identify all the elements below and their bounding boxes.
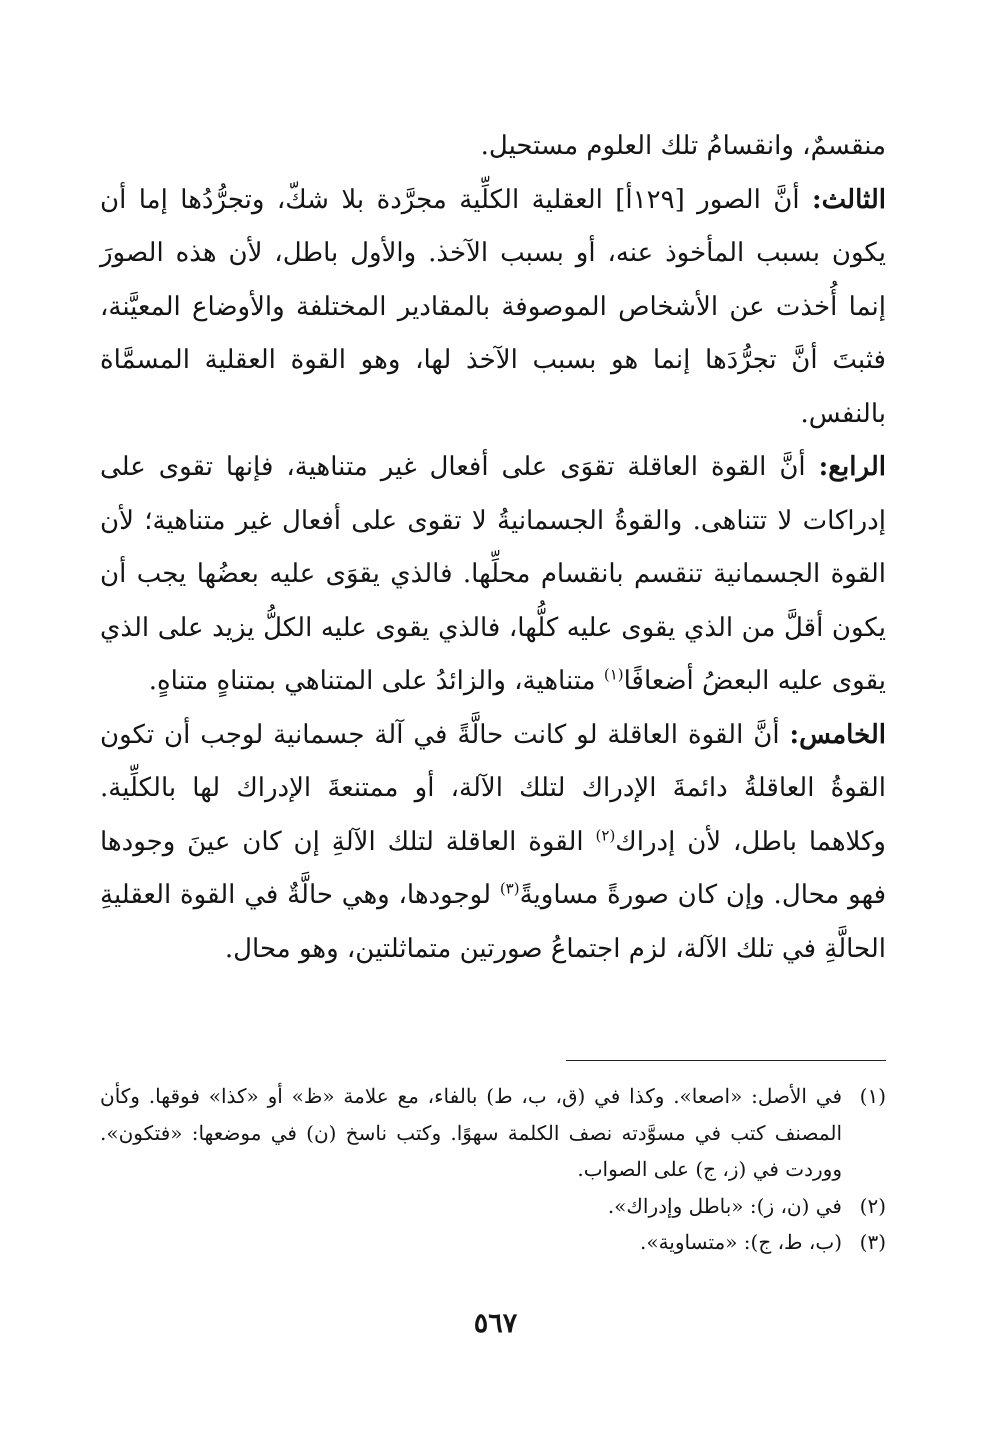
paragraph-text: منقسمٌ، وانقسامُ تلك العلوم مستحيل. bbox=[480, 131, 886, 161]
paragraph-text: القوة العاقلة لتلك الآلةِ إن كان عينَ وجودها فهو محال. وإن كان صورةً مساويةً bbox=[100, 826, 887, 910]
paragraph-heading: الثالث: bbox=[812, 184, 886, 215]
paragraph-heading: الخامس: bbox=[789, 719, 886, 750]
paragraph-fourth bbox=[100, 441, 886, 709]
footnotes-section bbox=[100, 1078, 886, 1261]
paragraph-heading: الرابع: bbox=[818, 452, 886, 482]
paragraph-third bbox=[100, 174, 886, 442]
footnote-text: في الأصل: «اصعا». وكذا في (ق، ب، ط) بالفاء، مع علامة «ظ» أو «كذا» فوقها. وكأن المصنف كتب في مسوَّدته نصف الكلمة سهوًا. وكتب ناسخ (ن) في موضعها: «فتكون». ووردت في (ز، ج) على الصواب. bbox=[100, 1084, 842, 1181]
footnote-reference-1[interactable]: (١) bbox=[603, 665, 624, 684]
main-text bbox=[100, 120, 886, 976]
paragraph-text: أنَّ القوة العاقلة تقوَى على أفعال غير متناهية، فإنها تقوى على إدراكات لا تتناهى. والقوةُ الجسمانيةُ لا تقوى على أفعال غير متناهية؛ لأن القوة الجسمانية تنقسم بانقسام محلِّها. فالذي يقوَى عليه بعضُها يجب أن يكون أقلَّ من الذي يقوى عليه كلُّها، فالذي يقوى عليه الكلُّ يزيد على الذي يقوى عليه البعضُ أضعافًا bbox=[100, 452, 886, 696]
paragraph-continuation bbox=[100, 120, 886, 174]
paragraph-fifth bbox=[100, 709, 886, 977]
paragraph-text: متناهية، والزائدُ على المتناهي بمتناهٍ متناهٍ. bbox=[148, 666, 604, 696]
footnote-text: في (ن، ز): «باطل وإدراك». bbox=[607, 1193, 842, 1218]
footnote-reference-3[interactable]: (٣) bbox=[499, 879, 520, 898]
paragraph-text: أنَّ الصور [١٢٩أ] العقلية الكلِّية مجرَّدة بلا شكّ، وتجرُّدُها إما أن يكون بسبب المأخوذ عنه، أو بسبب الآخذ. والأول باطل، لأن هذه الصورَ إنما أُخذت عن الأشخاص الموصوفة بالمقادير المختلفة والأوضاع المعيَّنة، فثبتَ أنَّ تجرُّدَها إنما هو بسبب الآخذ لها، وهو القوة العقلية المسمَّاة بالنفس. bbox=[100, 184, 886, 429]
footnote-text: (ب، ط، ج): «متساوية». bbox=[639, 1230, 842, 1254]
footnote-divider bbox=[566, 1060, 886, 1061]
footnote-2 bbox=[100, 1188, 886, 1225]
footnote-1 bbox=[100, 1078, 886, 1188]
paragraph-text: لوجودها، وهي حالَّةٌ في القوة العقليةِ الحالَّةِ في تلك الآلة، لزم اجتماعُ صورتين متماثلتين، وهو محال. bbox=[100, 880, 886, 964]
page-number: ٥٦٧ bbox=[473, 1308, 518, 1339]
footnote-number: (٢) bbox=[859, 1193, 886, 1218]
paragraph-text: أنَّ القوة العاقلة لو كانت حالَّةً في آلة جسمانية لوجب أن تكون القوةُ العاقلةُ دائمةَ الإدراك لتلك الآلة، أو ممتنعةَ الإدراك لها بالكلِّية. وكلاهما باطل، لأن إدراك bbox=[100, 719, 886, 857]
footnote-number: (١) bbox=[859, 1084, 886, 1108]
footnote-number: (٣) bbox=[859, 1230, 886, 1254]
footnote-reference-2[interactable]: (٢) bbox=[595, 825, 616, 844]
footnote-3 bbox=[100, 1224, 886, 1261]
